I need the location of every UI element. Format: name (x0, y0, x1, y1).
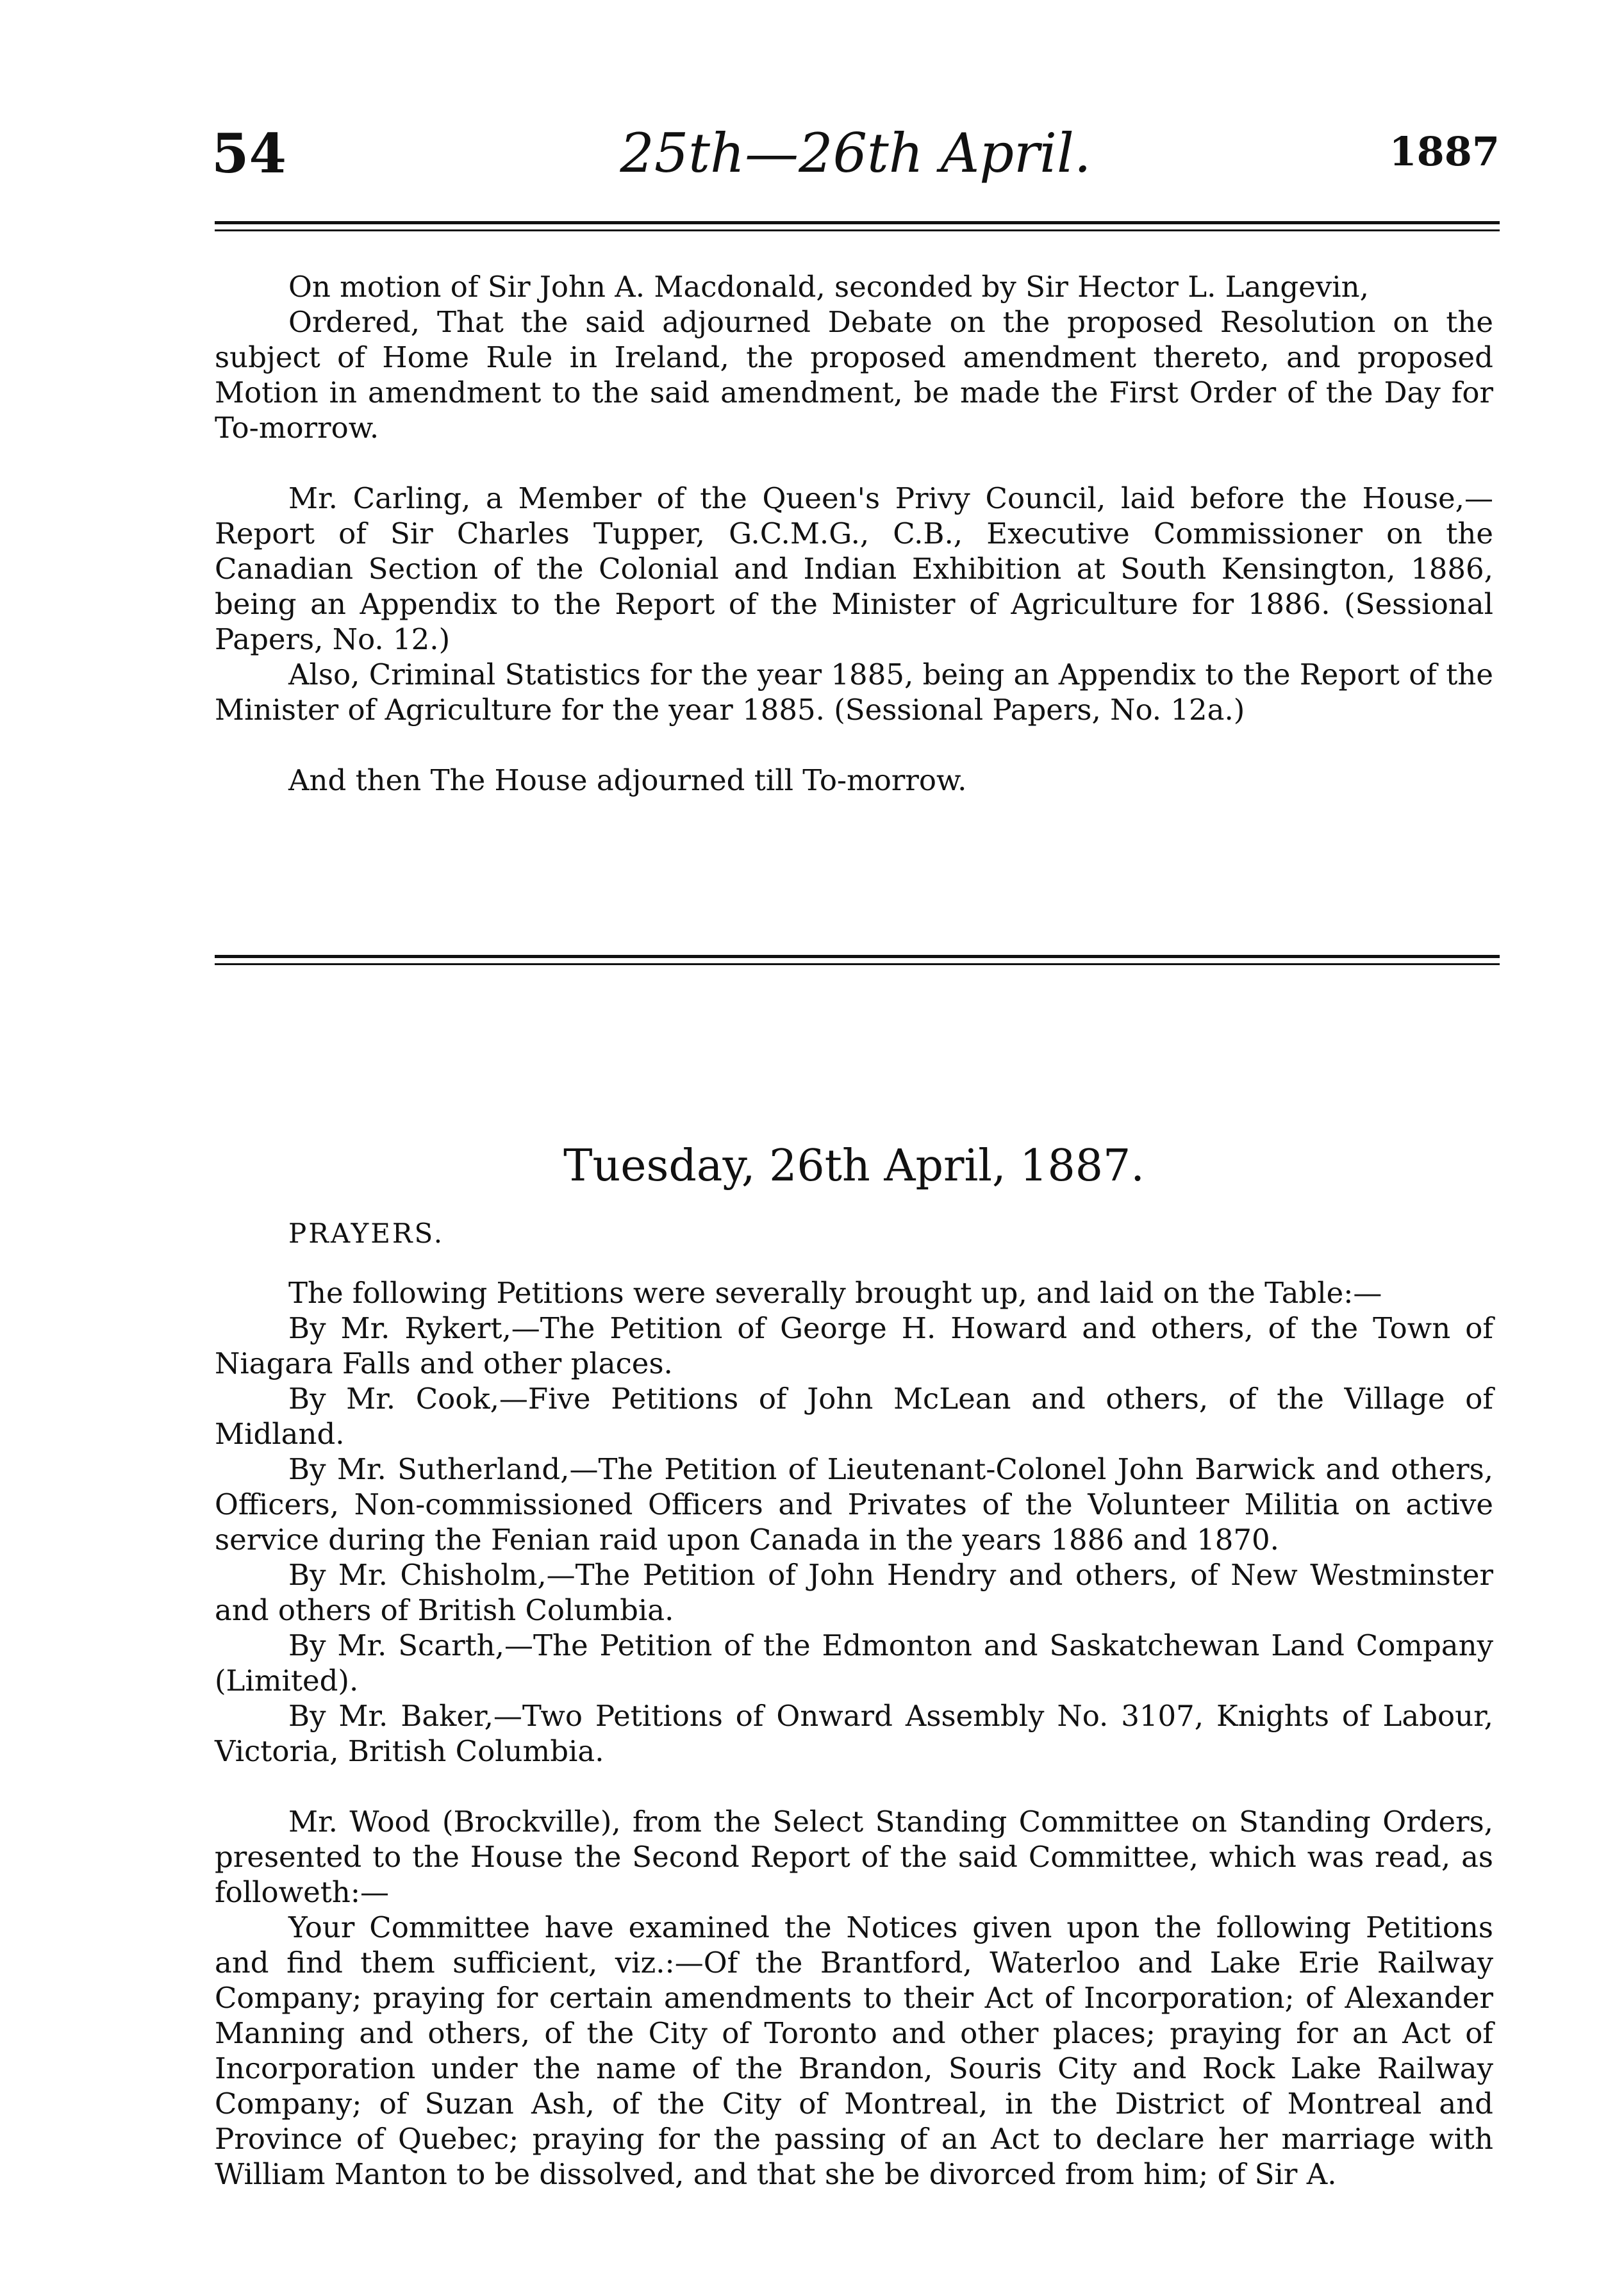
section-rule-bottom (215, 963, 1500, 965)
ordered-paragraph: Ordered, That the said adjourned Debate on the proposed Resolution on the subject of Home Rule in Ireland, the proposed amendment thereto, and proposed Motion in amendment to the said amendment, be made the First Order of the Day for To-morrow. (215, 305, 1493, 445)
header-rule-top (215, 221, 1500, 224)
petition-cook: By Mr. Cook,—Five Petitions of John McLean and others, of the Village of Midland. (215, 1382, 1493, 1451)
committee-report: Your Committee have examined the Notices given upon the following Petitions and find them sufficient, viz.:—Of the Brantford, Waterloo and Lake Erie Railway Company; praying for certain amendments to their Act of Incorporation; of Alexander Manning and others, of the City of Toronto and other places; praying for an Act of Incorporation under the name of the Brandon, Souris City and Rock Lake Railway Company; of Suzan Ash, of the City of Montreal, in the District of Montreal and Province of Quebec; praying for the passing of an Act to declare her marriage with William Manton to be dissolved, and that she be divorced from him; of Sir A. (215, 1910, 1493, 2191)
prayers-heading: PRAYERS. (288, 1218, 445, 1249)
petition-sutherland: By Mr. Sutherland,—The Petition of Lieutenant-Colonel John Barwick and others, Officers, Non-commissioned Officers and Privates of the Volunteer Militia on active service during the Fenian raid upon Canada in the years 1886 and 1870. (215, 1452, 1493, 1557)
running-title: 25th—26th April. (620, 122, 1091, 185)
section-rule-top (215, 955, 1500, 958)
sitting-date: Tuesday, 26th April, 1887. (563, 1141, 1145, 1191)
petition-chisholm: By Mr. Chisholm,—The Petition of John Hendry and others, of New Westminster and others of British Columbia. (215, 1558, 1493, 1627)
section-25th-april (215, 269, 1493, 798)
header-rule-bottom (215, 229, 1500, 231)
page-header (211, 122, 1500, 192)
criminal-statistics: Also, Criminal Statistics for the year 1885, being an Appendix to the Report of the Minister of Agriculture for the year 1885. (Sessional Papers, No. 12a.) (215, 658, 1493, 727)
petitions-intro: The following Petitions were severally brought up, and laid on the Table:— (288, 1276, 1382, 1310)
petition-scarth: By Mr. Scarth,—The Petition of the Edmonton and Saskatchewan Land Company (Limited). (215, 1628, 1493, 1698)
year: 1887 (1389, 128, 1500, 175)
carling-report: Mr. Carling, a Member of the Queen's Privy Council, laid before the House,—Report of Sir Charles Tupper, G.C.M.G., C.B., Executive Commissioner on the Canadian Section of the Colonial and Indian Exhibition at South Kensington, 1886, being an Appendix to the Report of the Minister of Agriculture for 1886. (Sessional Papers, No. 12.) (215, 481, 1493, 656)
motion-line: On motion of Sir John A. Macdonald, seconded by Sir Hector L. Langevin, (288, 270, 1369, 304)
adjournment: And then The House adjourned till To-morrow. (288, 763, 967, 797)
page-number: 54 (211, 122, 286, 185)
wood-report: Mr. Wood (Brockville), from the Select Standing Committee on Standing Orders, presented to the House the Second Report of the said Committee, which was read, as followeth:— (215, 1805, 1493, 1909)
petition-rykert: By Mr. Rykert,—The Petition of George H. Howard and others, of the Town of Niagara Falls and other places. (215, 1311, 1493, 1380)
petition-baker: By Mr. Baker,—Two Petitions of Onward Assembly No. 3107, Knights of Labour, Victoria, British Columbia. (215, 1699, 1493, 1768)
section-26th-april (215, 1275, 1493, 2192)
